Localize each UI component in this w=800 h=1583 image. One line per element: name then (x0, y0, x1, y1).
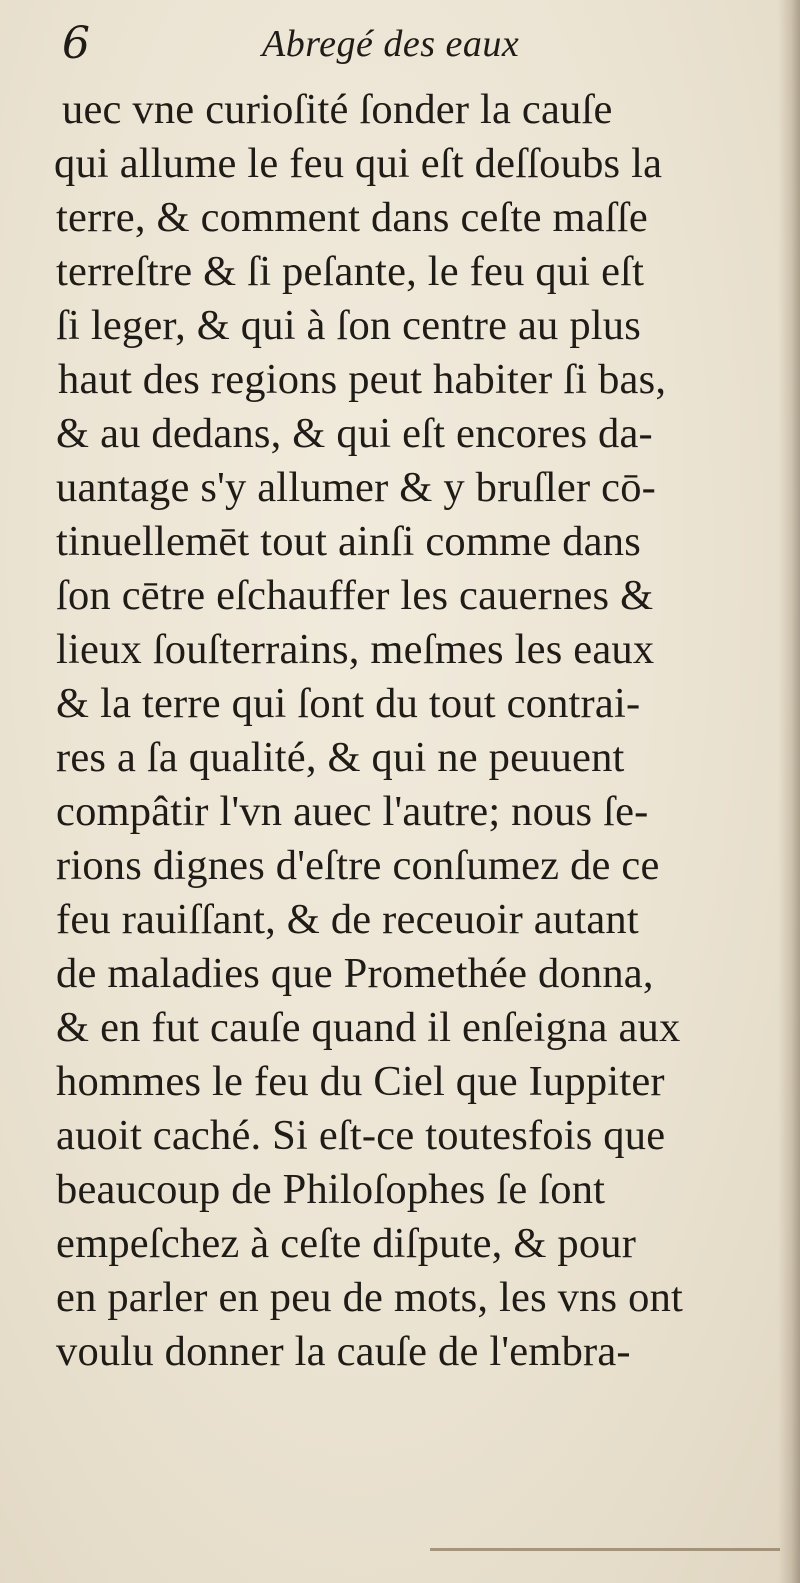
text-line: tinuellemēt tout ainſi comme dans (56, 518, 641, 565)
text-line: lieux ſouſterrains, meſmes les eaux (56, 626, 655, 673)
text-line: terre, & comment dans ceſte maſſe (56, 194, 648, 241)
page-header (0, 14, 800, 74)
text-line: rions dignes d'eſtre conſumez de ce (56, 842, 660, 889)
text-line: auoit caché. Si eſt-ce toutesfois que (56, 1112, 666, 1159)
text-line: terreſtre & ſi peſante, le feu qui eſt (56, 248, 645, 295)
text-line: en parler en peu de mots, les vns ont (56, 1274, 684, 1321)
text-line: qui allume le feu qui eſt deſſoubs la (54, 140, 663, 187)
page-bottom-edge (430, 1548, 780, 1551)
text-line: hommes le feu du Ciel que Iuppiter (56, 1058, 665, 1105)
text-line: ſi leger, & qui à ſon centre au plus (56, 302, 641, 349)
text-line: & en fut cauſe quand il enſeigna aux (56, 1004, 681, 1051)
text-line: feu rauiſſant, & de receuoir autant (56, 896, 639, 943)
text-line: haut des regions peut habiter ſi bas, (58, 356, 667, 403)
text-line: compâtir l'vn auec l'autre; nous ſe- (56, 788, 649, 835)
text-line: uec vne curioſité ſonder la cauſe (62, 86, 613, 133)
text-line: empeſchez à ceſte diſpute, & pour (56, 1220, 637, 1267)
page-number: 6 (62, 18, 90, 69)
page-gutter-shadow (778, 0, 800, 1583)
text-line: beaucoup de Philoſophes ſe ſont (56, 1166, 606, 1213)
text-line: voulu donner la cauſe de l'embra- (56, 1328, 631, 1375)
text-line: res a ſa qualité, & qui ne peuuent (56, 734, 625, 781)
text-line: uantage s'y allumer & y bruſler cō- (56, 464, 657, 511)
text-line: & la terre qui ſont du tout contrai- (56, 680, 641, 727)
text-line: & au dedans, & qui eſt encores da- (56, 410, 653, 457)
running-head: Abregé des eaux (262, 23, 520, 65)
text-line: ſon cētre eſchauffer les cauernes & (56, 572, 654, 619)
text-line: de maladies que Promethée donna, (56, 950, 654, 997)
